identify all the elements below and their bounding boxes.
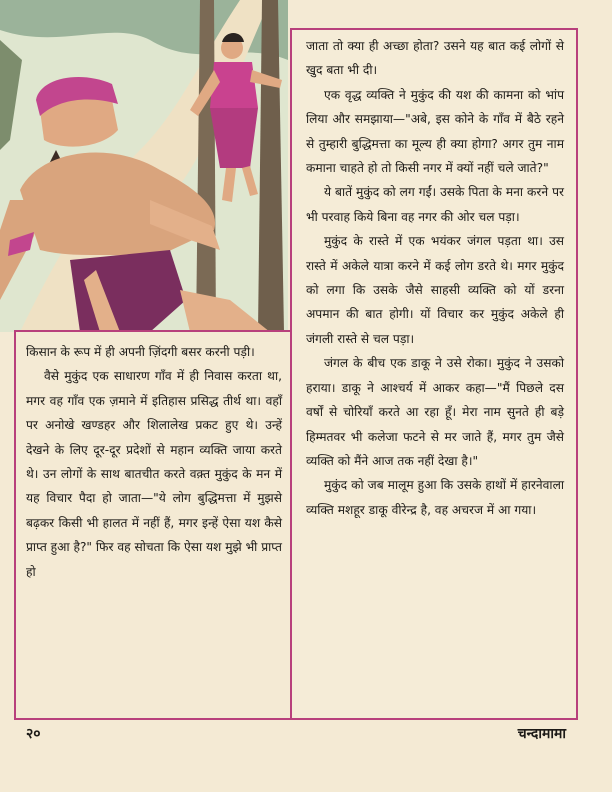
right-text-column bbox=[306, 34, 564, 522]
page-number: २० bbox=[26, 726, 41, 742]
paragraph: ये बातें मुकुंद को लग गईं। उसके पिता के मना करने पर भी परवाह किये बिना वह नगर की ओर चल पड़ा। bbox=[306, 185, 564, 224]
paragraph: जंगल के बीच एक डाकू ने उसे रोका। मुकुंद ने उसको हराया। डाकू ने आश्चर्य में आकर कहा—"मैं पिछले दस वर्षों से चोरियाँ करते आ रहा हूँ। मेरा नाम सुनते ही बड़े हिम्मतवर भी कलेजा फटने से मर जाते हैं, मगर तुम जैसे व्यक्ति को मैंने आज तक नहीं देखा है।" bbox=[306, 356, 564, 468]
magazine-name: चन्दामामा bbox=[517, 726, 566, 742]
story-illustration bbox=[0, 0, 288, 332]
paragraph: एक वृद्ध व्यक्ति ने मुकुंद की यश की कामना को भांप लिया और समझाया—"अबे, इस कोने के गाँव में बैठे रहने से तुम्हारी बुद्धिमत्ता का मूल्य ही क्या होगा? अगर तुम नाम कमाना चाहते हो तो किसी नगर में क्यों नहीं चले जाते?" bbox=[306, 87, 564, 176]
left-text-column bbox=[26, 340, 282, 584]
illustration-drawing bbox=[0, 0, 288, 332]
paragraph: वैसे मुकुंद एक साधारण गाँव में ही निवास करता था, मगर वह गाँव एक ज़माने में इतिहास प्रसिद्ध तीर्थ था। वहाँ पर अनोखे खण्डहर और शिलालेख प्रकट हुए थे। उन्हें देखने के लिए दूर-दूर प्रदेशों से महान व्यक्ति जाया करते थे। उन लोगों के साथ बातचीत करते वक़्त मुकुंद के मन में यह विचार पैदा हो जाता—"ये लोग बुद्धिमत्ता में मुझसे बढ़कर किसी भी हालत में नहीं हैं, मगर इन्हें ऐसा यश कैसे प्राप्त हुआ है?" फिर वह सोचता कि ऐसा यश मुझे भी प्राप्त हो bbox=[26, 369, 282, 579]
paragraph: मुकुंद के रास्ते में एक भयंकर जंगल पड़ता था। उस रास्ते में अकेले यात्रा करने में कई लोग डरते थे। मगर मुकुंद को लगा कि उसके जैसे साहसी व्यक्ति को यों डरना अपमान की बात होगी। यों विचार कर मुकुंद अकेले ही जंगली रास्ते से चल पड़ा। bbox=[306, 234, 564, 346]
paragraph: मुकुंद को जब मालूम हुआ कि उसके हाथों में हारनेवाला व्यक्ति मशहूर डाकू वीरेन्द्र है, वह अचरज में आ गया। bbox=[306, 478, 564, 517]
paragraph: किसान के रूप में ही अपनी ज़िंदगी बसर करनी पड़ी। bbox=[26, 345, 255, 359]
paragraph: जाता तो क्या ही अच्छा होता? उसने यह बात कई लोगों से खुद बता भी दी। bbox=[306, 39, 564, 78]
page-footer bbox=[0, 720, 612, 750]
